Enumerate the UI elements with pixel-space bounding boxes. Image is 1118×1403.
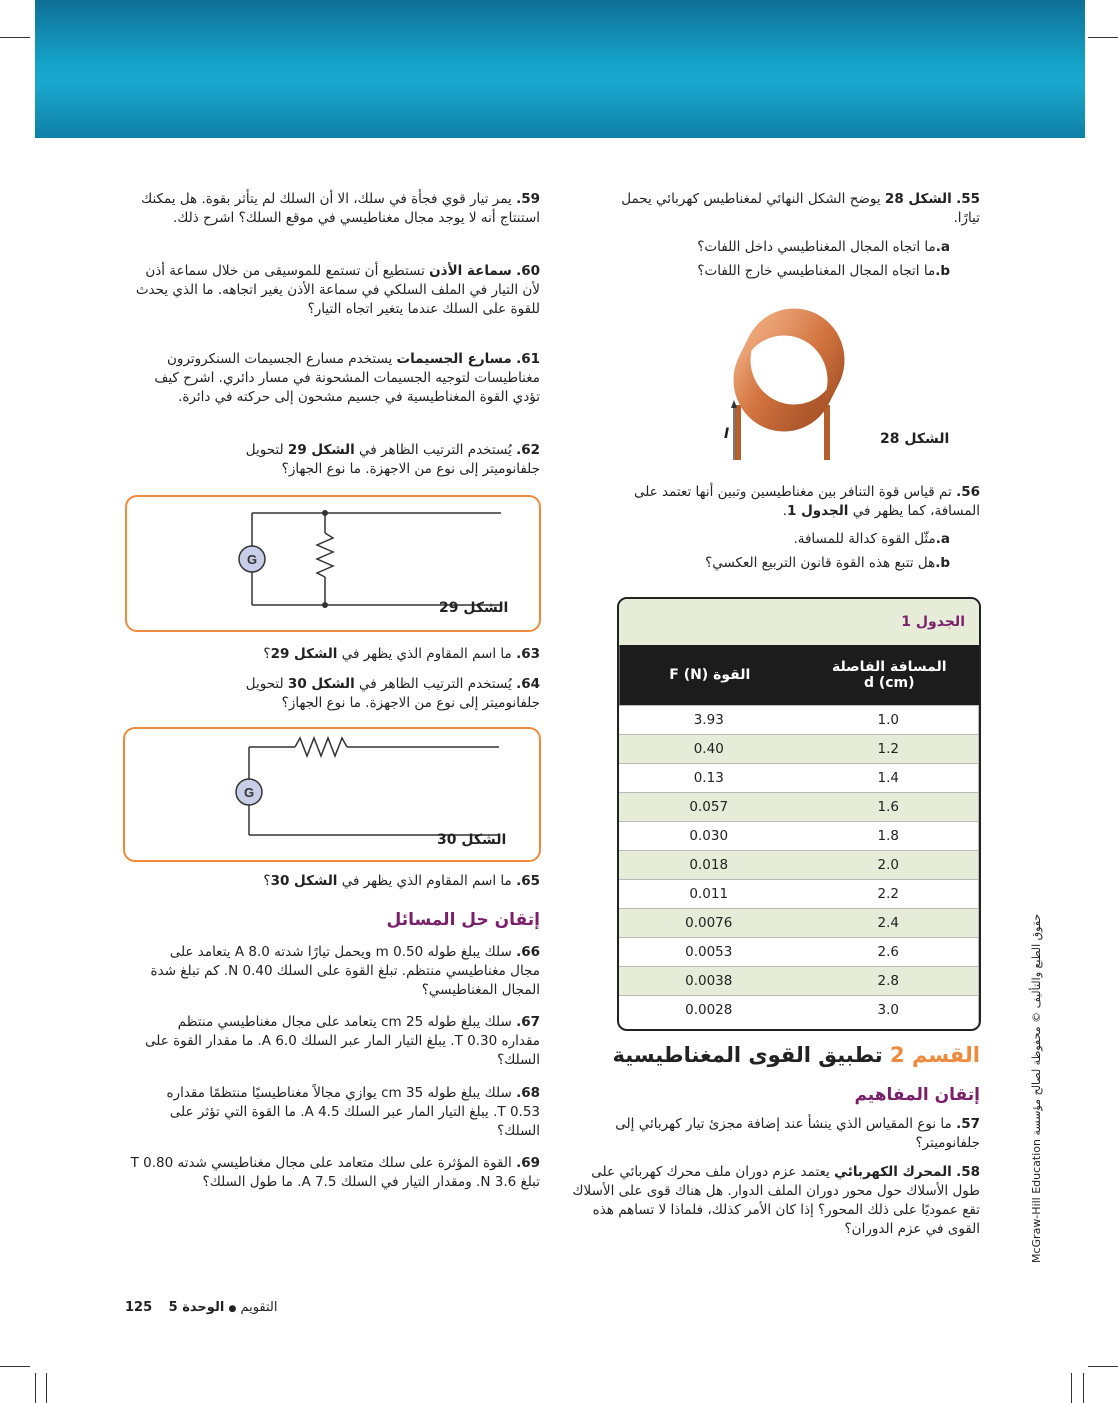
copyright-sidebar: حقوق الطبع والتأليف © محفوظة لصالح مؤسسة McGraw-Hill Education xyxy=(1030,913,1043,1263)
current-label: I xyxy=(724,426,730,442)
table-row xyxy=(619,937,979,966)
force-cell: 0.40 xyxy=(619,734,799,763)
question-65: 65. ما اسم المقاوم الذي يظهر في الشكل 30؟ xyxy=(263,873,540,889)
force-cell: 0.018 xyxy=(619,850,799,879)
table-row xyxy=(619,879,979,908)
force-cell: 0.0028 xyxy=(619,995,799,1024)
table-row xyxy=(619,966,979,995)
crop-mark xyxy=(1071,1373,1072,1403)
question-66: 66. سلك يبلغ طوله 0.50 m ويحمل تيارًا شدته 8.0 A يتعامد على مجال مغناطيسي منتظم. تبلغ القوة على السلك 0.40 N. كم تبلغ شدة المجال المغناطيسي؟ xyxy=(150,944,540,998)
distance-cell: 1.4 xyxy=(799,763,980,792)
figure-30-box xyxy=(123,727,541,862)
table-title: الجدول 1 xyxy=(619,599,979,645)
figure-28-caption: الشكل 28 xyxy=(880,431,950,447)
question-64: 64. يُستخدم الترتيب الظاهر في الشكل 30 لتحويل جلفانوميتر إلى نوع من الاجهزة. ما نوع الجهاز؟ xyxy=(245,676,540,711)
question-55: 55. الشكل 28 يوضح الشكل النهائي لمغناطيس كهربائي يحمل تيارًا. xyxy=(621,191,980,226)
question-56b: b.هل تتبع هذه القوة قانون التربيع العكسي؟ xyxy=(705,555,950,571)
question-59: 59. يمر تيار قوي فجأة في سلك، الا أن السلك لم يتأثر بقوة. هل يمكنك استنتاج أنه لا يوجد مجال مغناطيسي في موقع السلك؟ اشرح ذلك. xyxy=(141,191,540,226)
question-61: 61. مسارع الجسيمات يستخدم مسارع الجسيمات السنكروترون مغناطيسات لتوجيه الجسيمات المشحونة في مسار دائري. اشرح كيف تؤدي القوة المغناطيسية في جسيم مشحون إلى حركته في دائرة. xyxy=(154,351,540,405)
galvanometer-29-label: G xyxy=(246,552,258,567)
table-row xyxy=(619,908,979,937)
footer-chapter: الوحدة 5 xyxy=(168,1300,225,1315)
table-row xyxy=(619,705,979,734)
crop-mark xyxy=(35,1373,36,1403)
question-57: 57. ما نوع المقياس الذي ينشأ عند إضافة مجزئ تيار كهربائي إلى جلفانوميتر؟ xyxy=(615,1116,980,1151)
col-force: القوة F (N) xyxy=(619,645,800,705)
table-1 xyxy=(617,597,981,1031)
footer-section: التقويم xyxy=(240,1300,278,1315)
figure-29-box xyxy=(125,495,541,632)
crop-mark xyxy=(1083,1373,1084,1403)
distance-cell: 3.0 xyxy=(799,995,980,1024)
page-number: 125 xyxy=(125,1300,153,1315)
distance-cell: 1.8 xyxy=(799,821,980,850)
question-67: 67. سلك يبلغ طوله 25 cm يتعامد على مجال مغناطيسي منتظم مقداره 0.30 T. يبلغ التيار المار عبر السلك 6.0 A. ما مقدار القوة على السلك؟ xyxy=(145,1014,540,1068)
question-68: 68. سلك يبلغ طوله 35 cm يوازي مجالاً مغناطيسيًا منتظمًا مقداره 0.53 T. يبلغ التيار المار عبر السلك 4.5 A. ما القوة التي تؤثر على السلك؟ xyxy=(166,1085,540,1139)
distance-cell: 1.0 xyxy=(799,705,980,734)
question-58: 58. المحرك الكهربائي يعتمد عزم دوران ملف محرك كهربائي على طول الأسلاك حول محور دوران الملف الدوار. هل هناك قوى على الأسلاك تقع عموديًا على ذلك المحور؟ إذا كان الأمر كذلك، فلماذا لا تساهم هذه القوى في عزم الدوران؟ xyxy=(572,1164,980,1237)
question-56: 56. تم قياس قوة التنافر بين مغناطيسين وتبين أنها تعتمد على المسافة، كما يظهر في الجدول 1. xyxy=(633,484,980,519)
galvanometer-30-label: G xyxy=(243,785,255,800)
question-63: 63. ما اسم المقاوم الذي يظهر في الشكل 29؟ xyxy=(263,646,540,662)
table-row xyxy=(619,995,979,1024)
figure-29-caption: الشكل 29 xyxy=(439,600,509,616)
distance-cell: 1.6 xyxy=(799,792,980,821)
table-row xyxy=(619,792,979,821)
table-row xyxy=(619,763,979,792)
coil-figure xyxy=(720,300,860,470)
distance-cell: 2.8 xyxy=(799,966,980,995)
question-56a: a.مثّل القوة كدالة للمسافة. xyxy=(793,531,950,547)
force-cell: 0.0053 xyxy=(619,937,799,966)
distance-cell: 2.0 xyxy=(799,850,980,879)
force-cell: 0.0038 xyxy=(619,966,799,995)
force-cell: 0.057 xyxy=(619,792,799,821)
question-69: 69. القوة المؤثرة على سلك متعامد على مجال مغناطيسي شدته 0.80 T تبلغ 3.6 N. ومقدار التيار في السلك 7.5 A. ما طول السلك؟ xyxy=(130,1155,540,1190)
crop-mark xyxy=(0,1366,30,1367)
col-distance: المسافة الفاصلة d (cm) xyxy=(831,659,947,691)
crop-mark xyxy=(1088,1366,1118,1367)
header-band xyxy=(35,0,1085,138)
table-row xyxy=(619,821,979,850)
force-cell: 0.011 xyxy=(619,879,799,908)
page-footer: 125 التقويم ● الوحدة 5 xyxy=(125,1300,278,1315)
force-cell: 0.0076 xyxy=(619,908,799,937)
distance-cell: 2.4 xyxy=(799,908,980,937)
table-row xyxy=(619,850,979,879)
question-60: 60. سماعة الأذن تستطيع أن تستمع للموسيقى من خلال سماعة أذن لأن التيار في الملف السلكي في سماعة الأذن يغير اتجاهه. ما الذي يحدث للقوة على السلك عندما يتغير اتجاه التيار؟ xyxy=(135,263,540,317)
table-row xyxy=(619,734,979,763)
crop-mark xyxy=(0,37,30,38)
table-body xyxy=(619,705,979,1024)
figure-30-caption: الشكل 30 xyxy=(437,832,507,848)
force-cell: 0.030 xyxy=(619,821,799,850)
force-cell: 0.13 xyxy=(619,763,799,792)
question-62: 62. يُستخدم الترتيب الظاهر في الشكل 29 لتحويل جلفانوميتر إلى نوع من الاجهزة. ما نوع الجهاز؟ xyxy=(245,442,540,477)
crop-mark xyxy=(1088,37,1118,38)
force-cell: 3.93 xyxy=(619,705,799,734)
concepts-title: إتقان المفاهيم xyxy=(854,1085,980,1105)
question-55a: a.ما اتجاه المجال المغناطيسي داخل اللفات؟ xyxy=(697,239,950,255)
crop-mark xyxy=(46,1373,47,1403)
question-55b: b.ما اتجاه المجال المغناطيسي خارج اللفات؟ xyxy=(697,263,950,279)
distance-cell: 2.2 xyxy=(799,879,980,908)
section-2-title: القسم 2 تطبيق القوى المغناطيسية xyxy=(612,1043,980,1067)
problems-title: إتقان حل المسائل xyxy=(386,910,540,930)
distance-cell: 2.6 xyxy=(799,937,980,966)
table-header xyxy=(619,645,979,705)
distance-cell: 1.2 xyxy=(799,734,980,763)
